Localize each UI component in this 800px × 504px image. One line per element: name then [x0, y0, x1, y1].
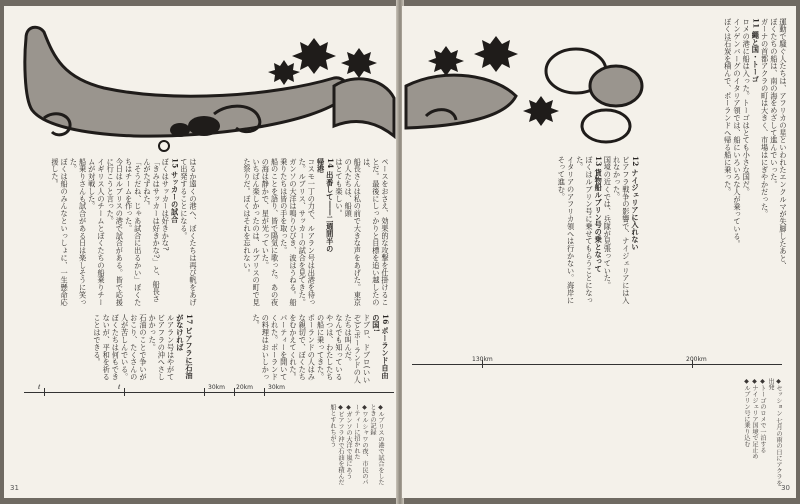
note: ◆セッション 七月の雨の日にアクラを出発 [767, 378, 782, 487]
paragraph: ドブロ、ドブロ(いいぞ)とポーランドの人たちは叫んだ。 [344, 314, 372, 384]
paragraph: ロメの港に船は入った。トーゴはとても小さな国だ。 [742, 18, 752, 196]
paragraph: 船乗りさんも試合がある日は楽しそうに笑った。 [69, 158, 88, 306]
timeline-line [24, 392, 394, 393]
paragraph: 運動で騒ぐ人たちは、アフリカの星といわれたエンクルマが失脚したあと、 [779, 18, 788, 270]
timeline-label: ℓ [38, 384, 41, 391]
route-notes [44, 404, 384, 490]
text-column-lower-left [94, 314, 194, 384]
note: ◆ルブリスの港で試合をしたときの記録 [369, 404, 384, 486]
paragraph: コスモ一丁の力で、ルアラン号は出港を待った。ルブリス、サッカーの試合を見てきた。 [298, 158, 317, 306]
paragraph: 石油のことで争いがおこり、たくさんの人が苦しんでいる。 [120, 314, 148, 381]
note: ◆ワルシャワの夜、市民のパーティーに招かれた [353, 404, 368, 486]
page-number: 31 [10, 484, 19, 492]
timeline-label: ℓ [118, 384, 121, 391]
route-timeline [24, 386, 394, 400]
paragraph: ぼくたちの船は、南の海をめざして進んでいった。 [769, 18, 779, 189]
section-heading: 13 貨物船ルブリン号の乗となって [594, 156, 604, 273]
timeline-tick [264, 388, 265, 396]
paragraph: パーティーを開いてくれた。ポーランドの料理はおいしかった。 [252, 314, 289, 381]
paragraph: インゲンバーグのイタリア領では、船にいろいろな人が乗っている。 [732, 18, 742, 248]
note: ◆ガンソの大洋で嵐にあう [345, 404, 352, 480]
paragraph: ぼくは船のみんなといっしょに、一生懸命応援した。 [50, 158, 70, 306]
timeline-tick [44, 388, 45, 396]
note: ◆トーゴのロメで一泊する [759, 378, 766, 454]
text-column-upper-left [12, 158, 198, 308]
decorative-illustration-left [14, 18, 398, 158]
paragraph: ポーランドの人はみな親切で、ぼくたちをむかえてくれた。 [288, 314, 317, 381]
paragraph: 船のことを語り、皆で陽気に歌った。あの夜の海は静かで、星が光っていた。 [261, 158, 280, 306]
paragraph: ぼくたちは何もできないが、平和を祈ることはできる。 [92, 314, 121, 381]
section-heading: 14 出番して――二週間半の [325, 158, 335, 253]
text-column-right-left [410, 156, 640, 308]
section-heading: 帰港 [316, 158, 326, 173]
section-heading: 15 サッカーの試合 [170, 158, 180, 223]
timeline-tick [124, 388, 125, 396]
paragraph: はとても楽しい。 [334, 158, 344, 218]
paragraph: ぼくはサッカーは好きかな? [161, 158, 171, 251]
timeline-tick [204, 388, 205, 396]
decorative-illustration-right [406, 16, 646, 156]
paragraph: ルアラン号はやがてビアフラの沖へさしかかった。 [148, 314, 176, 381]
text-column-upper-right [212, 158, 390, 308]
paragraph: 国境の近くでは、兵隊が見張っていた。 [603, 156, 613, 290]
timeline-line [412, 364, 782, 365]
paragraph: イタリアのアフリカ領へは行かない。海岸にそって進む。 [557, 156, 576, 304]
left-page [4, 6, 398, 498]
note: ◆ルブリン号に乗り込む [743, 378, 750, 447]
route-timeline [412, 358, 782, 372]
paragraph: イギリス人のチームとぼくたちの船乗りチームが対戦した。 [87, 158, 106, 306]
section-heading: 12 ナイジェリアに入れない [631, 156, 640, 251]
note: ◆ビアフラ沖で石油を積んだ船とすれちがう [329, 404, 344, 486]
paragraph: ビアフラ戦争の影響で、ナイジェリアには入れなかった。 [612, 156, 631, 304]
text-column-right-top [638, 18, 788, 308]
section-heading: 17 ビアフラに石油がなければ [175, 314, 194, 379]
route-notes [442, 378, 782, 490]
note: ◆ナイジェリア国境で足止め [751, 378, 758, 460]
paragraph: 船長さんは私の前で大きな声をあげた。東京の人たちは、船頭 [344, 158, 363, 306]
paragraph: はるか遠くの港へ、ぼくたちは再び帆をあげて出発することになる。 [179, 158, 198, 306]
paragraph: なんでも知っているやつは、わたしたちの船に乗ってきた。 [316, 314, 344, 381]
paragraph: 今日はルブリスの港で試合がある。皆で応援に行こうと言った。 [106, 158, 125, 306]
paragraph: いちばん楽しかったのは、ルブリスの町で見た祭りだ。ぼくはそれを忘れない。 [242, 158, 262, 306]
text-column-lower [202, 314, 390, 384]
paragraph: ガーナの首都アクラの町は大きく、市場はにぎやかだった。 [760, 18, 770, 218]
page-number: 30 [781, 484, 790, 492]
paragraph: ガンソの大洋は鳴りひびき、波はうねる。船乗りたちは皆の手を取った。 [279, 158, 298, 306]
timeline-tick [234, 388, 235, 396]
paragraph: 「そうだね、じゃあ試合に出るかい」ぼくたちはチームを作った。 [124, 158, 143, 306]
timeline-label: 130km [472, 356, 493, 363]
paragraph: ぼくは石炭を積んで、ポーランドへ帰る船に乗った。 [723, 18, 733, 196]
section-heading: 16 ポーランド自由の国! [371, 314, 390, 379]
right-page [402, 6, 796, 498]
timeline-label: 30km [208, 384, 225, 391]
section-heading: 11 繩と国・トーゴ [751, 18, 761, 83]
timeline-label: 20km [236, 384, 253, 391]
timeline-label: 30km [268, 384, 285, 391]
paragraph: ペースをおさえ、効果的な攻撃を仕掛けることだ。最後にしっかりと目標を追い越したのは、 [362, 158, 390, 306]
paragraph: ぼくはルブリン号に乗せてもらうことになった。 [575, 156, 594, 304]
paragraph: 「きみはサッカーは好きかな?」と、船長さんがたずねた。 [142, 158, 162, 303]
timeline-label: 200km [686, 356, 707, 363]
